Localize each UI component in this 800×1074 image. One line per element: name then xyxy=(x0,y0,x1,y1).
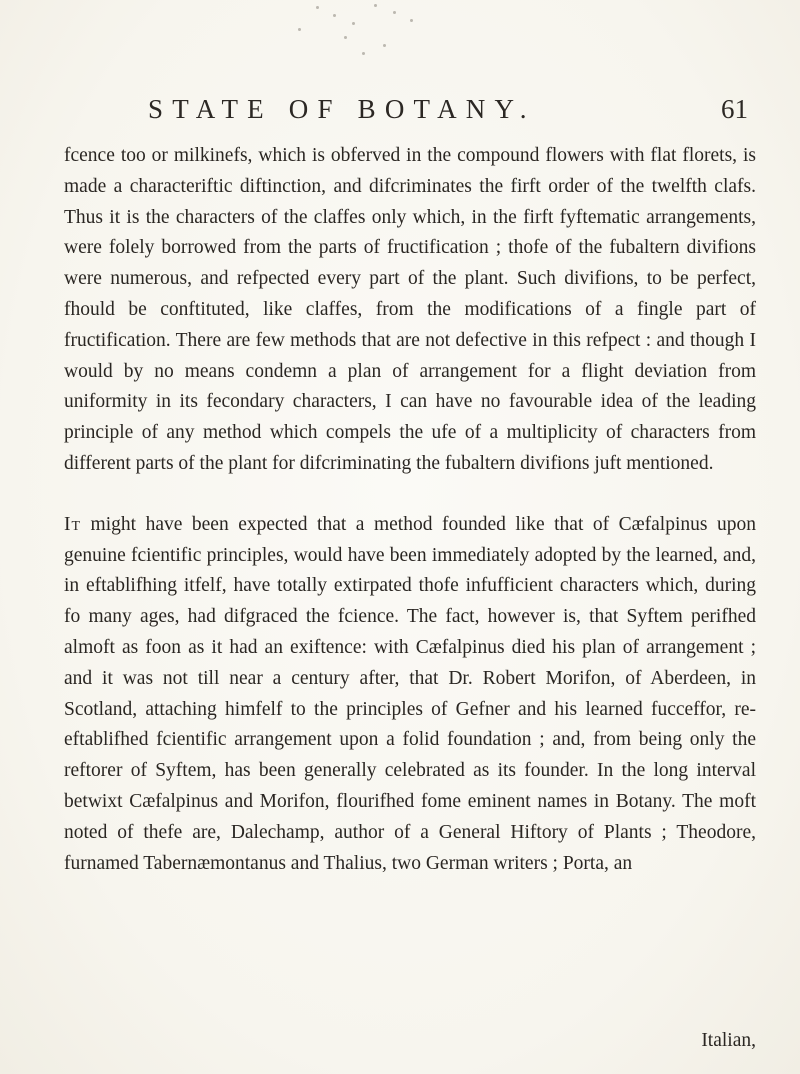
running-title: STATE OF BOTANY. xyxy=(148,94,536,124)
body-text xyxy=(64,141,756,879)
paper-speckle xyxy=(344,36,347,39)
paper-speckle xyxy=(316,6,319,9)
paper-speckle xyxy=(352,22,355,25)
paper-speckle xyxy=(374,4,377,7)
paragraph-text: fcence too or milkinefs, which is obferved in the compound flowers with flat florets, is made a characteriftic diftinction, and difcriminates the firft order of the twelfth clafs. Thus it is the characters of the claffes only which, in the firft fyftematic arrangements, were folely borrowed from the parts of fructification ; thofe of the fubaltern divifions were numerous, and refpected every part of the plant. Such divifions, to be perfect, fhould be conftituted, like claffes, from the modifications of a fingle part of fructification. There are few methods that are not defective in this refpect : and though I would by no means condemn a plan of arrangement for a flight deviation from uniformity in its fecondary characters, I can have no favourable idea of the leading principle of any method which compels the ufe of a multiplicity of characters from different parts of the plant for difcriminating the fubaltern divifions juft mentioned. xyxy=(64,145,756,474)
paper-speckle xyxy=(410,19,413,22)
paper-speckle xyxy=(383,44,386,47)
running-header xyxy=(148,94,748,128)
page-number: 61 xyxy=(721,94,748,124)
paper-speckle xyxy=(362,52,365,55)
paper-speckle xyxy=(298,28,301,31)
paragraph xyxy=(64,141,756,480)
paragraph-text: might have been expected that a method founded like that of Cæfalpinus upon genuine fcientific principles, would have been immediately adopted by the learned, and, in eftablifhing itfelf, have totally extirpated thofe infufficient characters which, during fo many ages, had difgraced the fcience. The fact, however is, that Syftem perifhed almoft as foon as it had an exiftence: with Cæfalpinus died his plan of arrangement ; and it was not till near a century after, that Dr. Robert Morifon, of Aberdeen, in Scotland, attaching himfelf to the principles of Gefner and his learned fucceffor, re-eftablifhed fcientific arrangement upon a folid foundation ; and, from being only the reftorer of Syftem, has been generally celebrated as its founder. In the long interval betwixt Cæfalpinus and Morifon, flourifhed fome eminent names in Botany. The moft noted of thefe are, Dalechamp, author of a General Hiftory of Plants ; Theodore, furnamed Tabernæmontanus and Thalius, two German writers ; Porta, an xyxy=(64,513,756,874)
paper-speckle xyxy=(393,11,396,14)
paragraph-lead-word: It xyxy=(64,513,82,535)
catchword: Italian, xyxy=(701,1030,756,1051)
paper-speckle xyxy=(333,14,336,17)
paragraph xyxy=(64,510,756,880)
